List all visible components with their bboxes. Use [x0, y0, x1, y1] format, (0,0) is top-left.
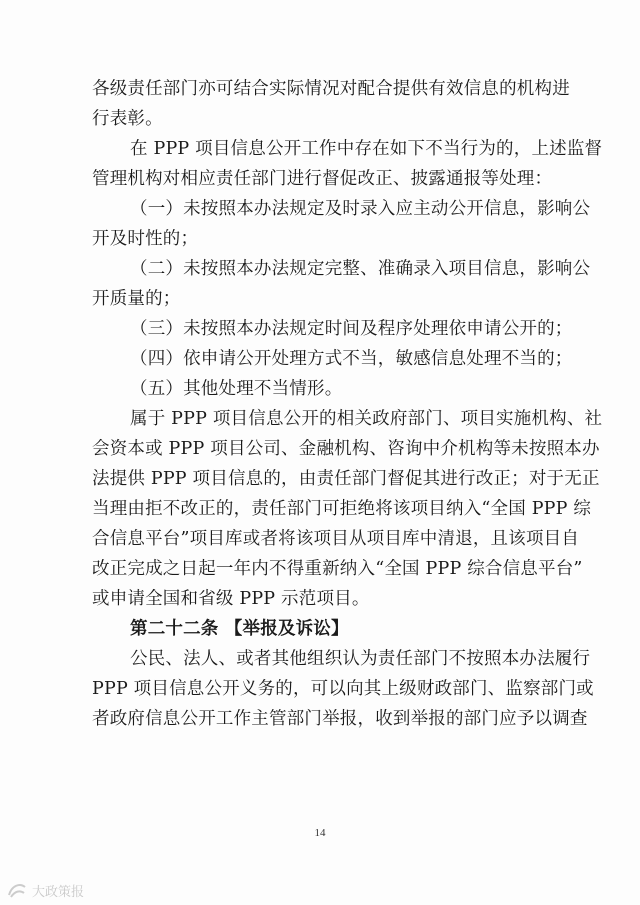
- text-line: 属于 PPP 项目信息公开的相关政府部门、项目实施机构、社: [130, 409, 603, 429]
- watermark: [6, 880, 84, 900]
- page-number: 14: [314, 827, 326, 839]
- text-line: 公民、法人、或者其他组织认为责任部门不按照本办法履行: [130, 649, 591, 669]
- text-line: （四）依申请公开处理方式不当，敏感信息处理不当的；: [130, 349, 573, 369]
- text-line: 管理机构对相应责任部门进行督促改正、披露通报等处理：: [92, 169, 553, 189]
- article-heading: 第二十二条 【举报及诉讼】: [130, 619, 349, 639]
- text-line: 开质量的；: [92, 289, 181, 309]
- text-line: 合信息平台”项目库或者将该项目从项目库中清退，且该项目自: [92, 529, 580, 549]
- text-line: 行表彰。: [92, 109, 163, 129]
- watermark-logo-icon: [6, 881, 28, 899]
- text-line: 法提供 PPP 项目信息的，由责任部门督促其进行改正；对于无正: [92, 469, 600, 489]
- text-line: 改正完成之日起一年内不得重新纳入“全国 PPP 综合信息平台”: [92, 559, 583, 579]
- text-line: （二）未按照本办法规定完整、准确录入项目信息，影响公: [130, 259, 591, 279]
- text-line: （五）其他处理不当情形。: [130, 379, 343, 399]
- text-line: 在 PPP 项目信息公开工作中存在如下不当行为的，上述监督: [130, 139, 603, 159]
- text-line: 各级责任部门亦可结合实际情况对配合提供有效信息的机构进: [92, 79, 570, 99]
- text-line: 或申请全国和省级 PPP 示范项目。: [92, 589, 370, 609]
- text-line: （一）未按照本办法规定及时录入应主动公开信息，影响公: [130, 199, 591, 219]
- document-body: [92, 74, 603, 734]
- text-line: （三）未按照本办法规定时间及程序处理依申请公开的；: [130, 319, 573, 339]
- text-line: 者政府信息公开工作主管部门举报，收到举报的部门应予以调查: [92, 709, 588, 729]
- text-line: 开及时性的；: [92, 229, 199, 249]
- text-line: 会资本或 PPP 项目公司、金融机构、咨询中介机构等未按照本办: [92, 439, 600, 459]
- watermark-text: 大政策报: [32, 884, 85, 900]
- text-line: 当理由拒不改正的，责任部门可拒绝将该项目纳入“全国 PPP 综: [92, 499, 592, 519]
- text-line: PPP 项目信息公开义务的，可以向其上级财政部门、监察部门或: [92, 679, 594, 699]
